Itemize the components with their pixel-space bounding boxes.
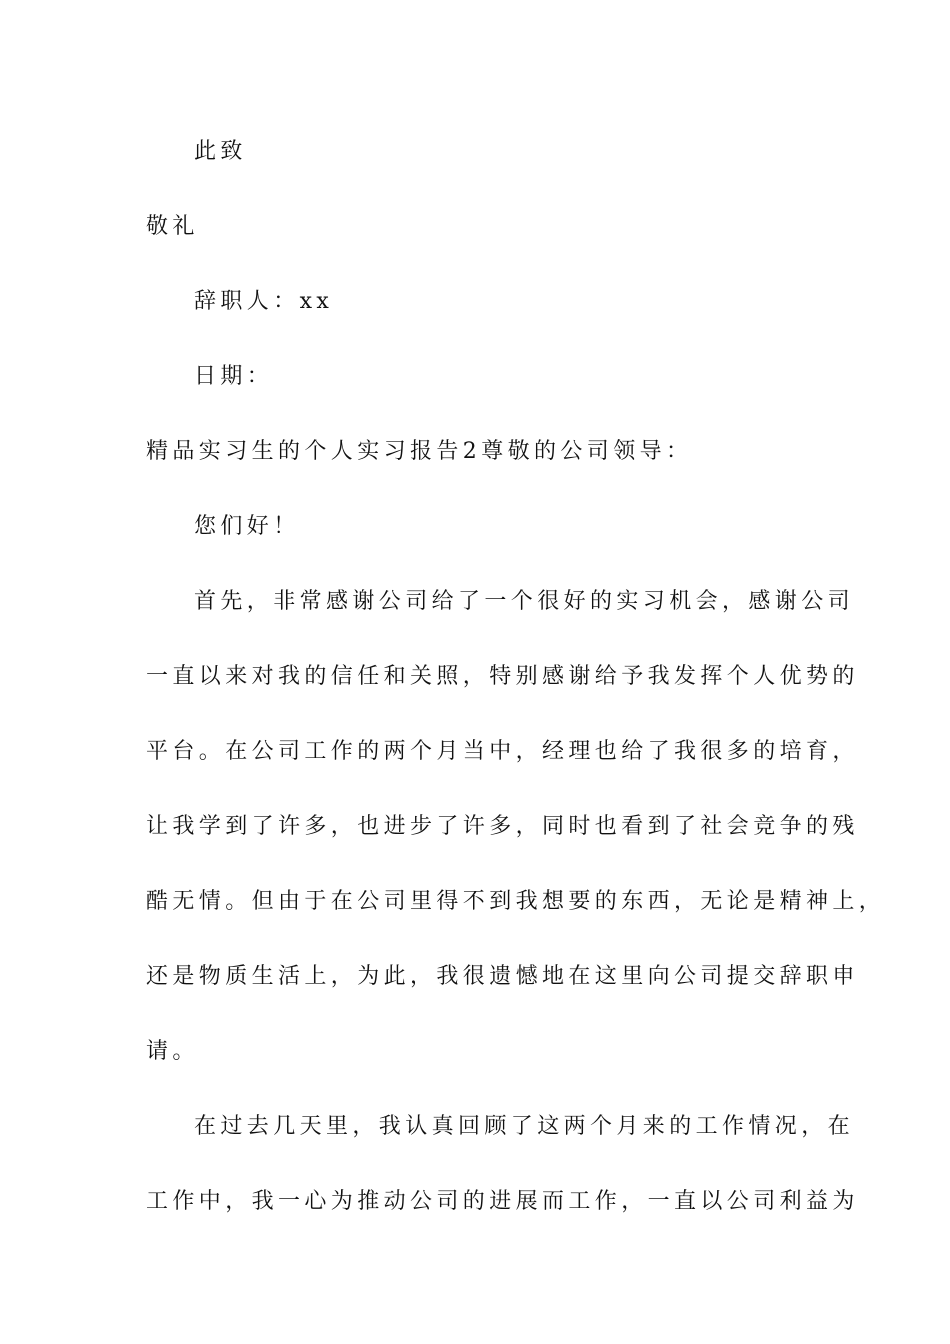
paragraph1-line: 让我学到了许多，也进步了许多，同时也看到了社会竞争的残 [146, 814, 859, 839]
paragraph2-line: 工作中，我一心为推动公司的进展而工作，一直以公司利益为 [146, 1189, 859, 1214]
closing-regards: 敬礼 [146, 214, 199, 239]
paragraph1-line: 一直以来对我的信任和关照，特别感谢给予我发挥个人优势的 [146, 664, 859, 689]
closing-salutation: 此致 [194, 139, 247, 164]
greeting: 您们好！ [194, 514, 300, 539]
resigner-line: 辞职人：xx [194, 289, 334, 314]
paragraph1-line: 酷无情。但由于在公司里得不到我想要的东西，无论是精神上， [146, 889, 886, 914]
date-line: 日期： [194, 364, 274, 389]
paragraph2-line: 在过去几天里，我认真回顾了这两个月来的工作情况，在 [194, 1114, 855, 1139]
paragraph1-line: 请。 [146, 1039, 199, 1064]
paragraph1-line: 平台。在公司工作的两个月当中，经理也给了我很多的培育， [146, 739, 859, 764]
paragraph1-line: 首先，非常感谢公司给了一个很好的实习机会，感谢公司 [194, 589, 855, 614]
section-heading: 精品实习生的个人实习报告2尊敬的公司领导： [146, 439, 693, 464]
paragraph1-line: 还是物质生活上，为此，我很遗憾地在这里向公司提交辞职申 [146, 964, 859, 989]
